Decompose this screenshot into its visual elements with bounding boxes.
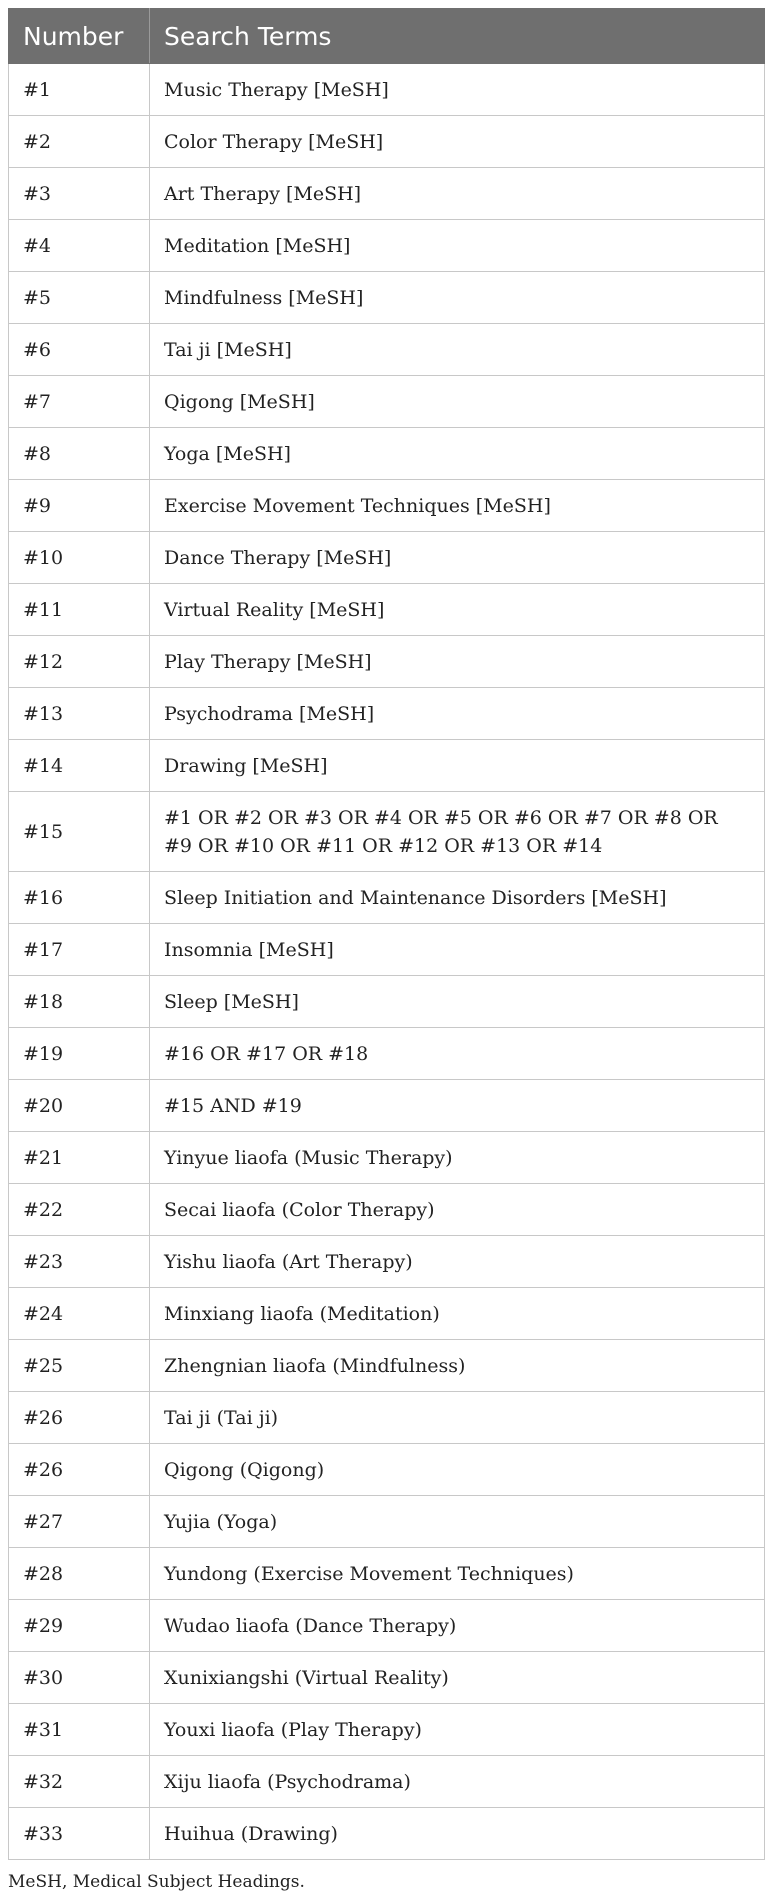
table-row [9,924,765,976]
table-row [9,1704,765,1756]
cell-search-term: Minxiang liaofa (Meditation) [150,1288,765,1340]
cell-search-term: #16 OR #17 OR #18 [150,1028,765,1080]
cell-search-term: Youxi liaofa (Play Therapy) [150,1704,765,1756]
search-terms-table-container [8,8,764,1860]
cell-search-term: Dance Therapy [MeSH] [150,532,765,584]
cell-search-term: Virtual Reality [MeSH] [150,584,765,636]
cell-search-term: Insomnia [MeSH] [150,924,765,976]
cell-number: #1 [9,64,150,116]
table-row [9,220,765,272]
cell-number: #15 [9,792,150,872]
table-row [9,1496,765,1548]
cell-search-term: Xunixiangshi (Virtual Reality) [150,1652,765,1704]
search-terms-table [8,8,765,1860]
cell-search-term: Exercise Movement Techniques [MeSH] [150,480,765,532]
cell-number: #5 [9,272,150,324]
cell-number: #30 [9,1652,150,1704]
table-row [9,872,765,924]
cell-number: #20 [9,1080,150,1132]
cell-search-term: #1 OR #2 OR #3 OR #4 OR #5 OR #6 OR #7 OR #8 OR #9 OR #10 OR #11 OR #12 OR #13 OR #14 [150,792,765,872]
cell-search-term: Yundong (Exercise Movement Techniques) [150,1548,765,1600]
cell-search-term: Yinyue liaofa (Music Therapy) [150,1132,765,1184]
table-row [9,1028,765,1080]
table-row [9,64,765,116]
cell-number: #2 [9,116,150,168]
table-row [9,376,765,428]
table-row [9,1184,765,1236]
cell-number: #26 [9,1444,150,1496]
cell-search-term: #15 AND #19 [150,1080,765,1132]
table-footnote: MeSH, Medical Subject Headings. [8,1872,305,1892]
cell-number: #8 [9,428,150,480]
cell-number: #31 [9,1704,150,1756]
table-row [9,1444,765,1496]
table-row [9,428,765,480]
cell-search-term: Mindfulness [MeSH] [150,272,765,324]
table-row [9,1340,765,1392]
cell-search-term: Qigong [MeSH] [150,376,765,428]
table-row [9,584,765,636]
cell-search-term: Meditation [MeSH] [150,220,765,272]
cell-search-term: Sleep [MeSH] [150,976,765,1028]
table-row [9,480,765,532]
cell-number: #21 [9,1132,150,1184]
table-row [9,1236,765,1288]
table-row [9,1288,765,1340]
cell-number: #23 [9,1236,150,1288]
table-row [9,740,765,792]
cell-number: #7 [9,376,150,428]
table-body [9,64,765,1860]
cell-number: #32 [9,1756,150,1808]
table-row [9,272,765,324]
cell-search-term: Zhengnian liaofa (Mindfulness) [150,1340,765,1392]
cell-search-term: Qigong (Qigong) [150,1444,765,1496]
table-row [9,1080,765,1132]
cell-search-term: Yujia (Yoga) [150,1496,765,1548]
table-row [9,1132,765,1184]
cell-number: #10 [9,532,150,584]
cell-number: #27 [9,1496,150,1548]
cell-number: #12 [9,636,150,688]
table-row [9,976,765,1028]
table-row [9,116,765,168]
table-row [9,1600,765,1652]
cell-search-term: Tai ji (Tai ji) [150,1392,765,1444]
cell-number: #3 [9,168,150,220]
header-search-terms: Search Terms [150,9,765,64]
cell-number: #13 [9,688,150,740]
cell-search-term: Xiju liaofa (Psychodrama) [150,1756,765,1808]
cell-number: #6 [9,324,150,376]
cell-number: #18 [9,976,150,1028]
cell-search-term: Wudao liaofa (Dance Therapy) [150,1600,765,1652]
cell-search-term: Tai ji [MeSH] [150,324,765,376]
header-number: Number [9,9,150,64]
cell-number: #9 [9,480,150,532]
table-header-row [9,9,765,64]
table-row [9,532,765,584]
table-row [9,1756,765,1808]
cell-search-term: Secai liaofa (Color Therapy) [150,1184,765,1236]
table-row [9,324,765,376]
cell-number: #25 [9,1340,150,1392]
cell-number: #22 [9,1184,150,1236]
cell-number: #16 [9,872,150,924]
cell-number: #19 [9,1028,150,1080]
table-row [9,792,765,872]
cell-search-term: Music Therapy [MeSH] [150,64,765,116]
cell-number: #29 [9,1600,150,1652]
table-row [9,1652,765,1704]
cell-number: #17 [9,924,150,976]
cell-number: #33 [9,1808,150,1860]
cell-search-term: Play Therapy [MeSH] [150,636,765,688]
cell-search-term: Psychodrama [MeSH] [150,688,765,740]
cell-search-term: Art Therapy [MeSH] [150,168,765,220]
table-row [9,1808,765,1860]
cell-number: #4 [9,220,150,272]
cell-number: #14 [9,740,150,792]
table-row [9,636,765,688]
table-row [9,1548,765,1600]
cell-search-term: Huihua (Drawing) [150,1808,765,1860]
cell-search-term: Yishu liaofa (Art Therapy) [150,1236,765,1288]
cell-search-term: Sleep Initiation and Maintenance Disorders [MeSH] [150,872,765,924]
cell-number: #24 [9,1288,150,1340]
table-row [9,1392,765,1444]
cell-search-term: Color Therapy [MeSH] [150,116,765,168]
table-row [9,168,765,220]
table-row [9,688,765,740]
cell-number: #28 [9,1548,150,1600]
cell-number: #26 [9,1392,150,1444]
cell-search-term: Yoga [MeSH] [150,428,765,480]
cell-search-term: Drawing [MeSH] [150,740,765,792]
cell-number: #11 [9,584,150,636]
